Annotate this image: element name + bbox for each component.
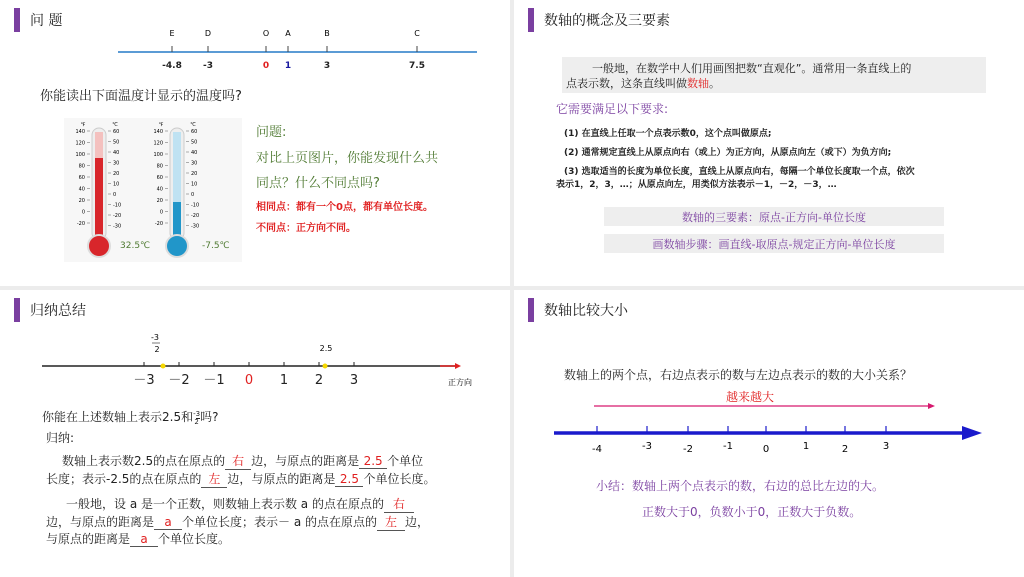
axis-number-label: -4.8 [162, 61, 182, 71]
scale-f-label: 140 [75, 129, 85, 135]
axis-tick-label: 0 [244, 373, 254, 388]
axis-letter-d: D [204, 29, 212, 38]
question-fraction: -3 2 [193, 409, 201, 426]
scale-c-label: 10 [113, 181, 120, 188]
scale-c-label: 30 [191, 160, 198, 167]
scale-f-label: -20 [154, 221, 163, 227]
scale-f-label: 120 [75, 140, 85, 147]
slide-title: 问 题 [30, 13, 63, 29]
axis-number-label: 3 [323, 61, 331, 71]
answer-distance-a: a [154, 515, 182, 530]
axis-tick-label: 3 [882, 441, 890, 452]
temp-reading-left: 32.5℃ [120, 241, 151, 251]
scale-c-label: 0 [113, 192, 117, 198]
scale-f-label: 0 [159, 209, 163, 216]
title-accent-bar [14, 298, 20, 322]
requirement-1: (1) 在直线上任取一个点表示数0，这个点叫做原点; [564, 129, 772, 139]
slide-title: 数轴比较大小 [544, 303, 628, 319]
point-2.5 [323, 364, 328, 369]
answer-right-2: 右 [384, 495, 414, 513]
slide-problem [0, 0, 510, 286]
scale-f-label: 120 [153, 140, 163, 147]
axis-letter-c: C [414, 29, 420, 38]
prompt-line-1: 对比上页图片，你能发现什么共 [256, 151, 439, 166]
scale-f-label: -20 [76, 221, 85, 227]
answer-left-1: 左 [201, 470, 227, 488]
mark-25-label: 2.5 [319, 344, 333, 353]
frac-label-top: -3 [151, 333, 159, 342]
answer-distance-1: 2.5 [359, 454, 387, 469]
scale-c-label: -10 [113, 202, 122, 209]
scale-c-label: 50 [191, 139, 198, 146]
compare-question: 数轴上的两个点，右边点表示的数与左边点表示的数的大小关系？ [564, 368, 913, 382]
axis-tick-label: -2 [683, 444, 693, 455]
scale-f-label: 80 [78, 163, 85, 170]
slide-compare [514, 290, 1024, 577]
diff-point-text: 不同点：正方向不同。 [256, 223, 356, 234]
axis-number-label: -3 [203, 61, 213, 71]
scale-c-label: -20 [113, 213, 122, 219]
scale-c-label: 40 [113, 150, 120, 156]
scale-f-label: 100 [153, 152, 163, 158]
requirement-3a: (3) 选取适当的长度为单位长度，直线上从原点向右，每隔一个单位长度取一个点，依次 [564, 167, 915, 177]
unit-c-label: ℃ [112, 122, 118, 128]
point-neg-1.5 [161, 364, 166, 369]
same-point-text: 相同点：都有一个0点，都有单位长度。 [256, 202, 433, 213]
scale-c-label: 10 [191, 181, 198, 188]
axis-tick-label: 3 [349, 373, 359, 388]
axis-tick-label: 1 [279, 373, 289, 388]
axis-arrowhead [962, 426, 982, 440]
axis-tick-label: -1 [723, 441, 733, 452]
summary-line-3: 一般地，设 a 是一个正数，则数轴上表示数 a 的点在原点的 右 [66, 495, 414, 513]
scale-c-label: -10 [191, 202, 200, 209]
requirements-title: 它需要满足以下要求: [556, 102, 669, 116]
compare-number-axis [550, 398, 990, 458]
answer-distance-2: 2.5 [335, 472, 363, 487]
axis-tick-label: －3 [133, 373, 155, 388]
scale-f-label: 40 [78, 186, 85, 193]
answer-right-1: 右 [225, 452, 251, 470]
summary-line-4: 边，与原点的距离是 a 个单位长度；表示－ a 的点在原点的 左 边， [46, 515, 430, 529]
requirement-3b: 表示1，2，3，…；从原点向左，用类似方法表示－1，－2，－3，… [556, 180, 837, 190]
requirement-2: (2) 通常规定直线上从原点向右（或上）为正方向，从原点向左（或下）为负方向; [564, 148, 892, 158]
scale-c-label: -20 [191, 213, 200, 219]
increase-arrowhead [928, 403, 935, 409]
axis-tick-label: -3 [642, 441, 652, 452]
scale-c-label: -30 [191, 223, 200, 230]
frac-label-bottom: 2 [154, 345, 160, 354]
slide-concept [514, 0, 1024, 286]
scale-c-label: 40 [191, 150, 198, 156]
title-accent-bar [528, 298, 534, 322]
prompt-title: 问题: [256, 125, 287, 140]
summary-line-1: 数轴上表示数2.5的点在原点的 右 边，与原点的距离是 2.5 个单位 [62, 454, 424, 468]
intro-text: 点表示数，这条直线叫做 [566, 77, 687, 90]
number-axis-example [115, 22, 485, 74]
title-accent-bar [528, 8, 534, 32]
scale-f-label: 100 [75, 152, 85, 158]
scale-c-label: 60 [113, 129, 120, 135]
axis-number-label: 7.5 [409, 61, 425, 71]
axis-number-label: 0 [262, 61, 270, 71]
scale-c-label: 20 [191, 171, 198, 177]
unit-c-label: ℃ [190, 122, 196, 128]
scale-f-label: 80 [156, 163, 163, 170]
axis-tick-label: 2 [314, 373, 324, 388]
temp-reading-right: -7.5℃ [202, 241, 230, 251]
intro-end: 。 [709, 77, 720, 90]
summary-line-5: 与原点的距离是 a 个单位长度。 [46, 532, 231, 546]
scale-c-label: 30 [113, 160, 120, 167]
drawing-steps: 画数轴步骤：画直线-取原点-规定正方向-单位长度 [652, 238, 896, 251]
slide-title: 数轴的概念及三要素 [544, 13, 670, 29]
intro-line-1: 一般地，在数学中人们用画图把数“直观化”。通常用一条直线上的 [592, 62, 912, 75]
unit-f-label: ℉ [80, 122, 86, 128]
axis-tick-label: －1 [203, 373, 225, 388]
axis-tick-label: －2 [168, 373, 190, 388]
summary-label: 归纳: [46, 431, 75, 445]
scale-c-label: 50 [113, 139, 120, 146]
axis-tick-label: 1 [802, 441, 810, 452]
scale-f-label: 140 [153, 129, 163, 135]
scale-f-label: 20 [78, 198, 85, 204]
axis-tick-label: 0 [762, 444, 770, 455]
summary-question [42, 408, 218, 426]
axis-letter-b: B [324, 29, 330, 38]
answer-distance-a2: a [130, 532, 158, 547]
scale-f-label: 0 [81, 209, 85, 216]
scale-f-label: 20 [156, 198, 163, 204]
conclusion-1: 小结：数轴上两个点表示的数，右边的总比左边的大。 [596, 479, 885, 493]
axis-tick-label: 2 [841, 444, 849, 455]
scale-c-label: 20 [113, 171, 120, 177]
summary-line-2: 长度；表示-2.5的点在原点的 左 边，与原点的距离是 2.5 个单位长度。 [46, 472, 436, 486]
thermometers-image [64, 118, 242, 262]
unit-f-label: ℉ [158, 122, 164, 128]
conclusion-2: 正数大于0，负数小于0，正数大于负数。 [642, 505, 862, 519]
axis-tick-label: -4 [592, 444, 602, 455]
question-part-b: 吗? [200, 410, 219, 424]
answer-left-2: 左 [377, 513, 405, 531]
scale-c-label: -30 [113, 223, 122, 230]
thermometer-left [75, 122, 121, 257]
axis-letter-e: E [169, 29, 175, 38]
slide-summary [0, 290, 510, 577]
thermometer-right [153, 122, 199, 257]
summary-number-axis [40, 326, 480, 396]
three-elements: 数轴的三要素：原点-正方向-单位长度 [682, 211, 866, 224]
scale-c-label: 60 [191, 129, 198, 135]
scale-f-label: 60 [156, 175, 163, 181]
bigger-label: 越来越大 [726, 390, 775, 404]
axis-letter-o: O [262, 29, 270, 38]
prompt-line-2: 同点？什么不同点吗? [256, 176, 380, 191]
slide-title: 归纳总结 [30, 303, 86, 319]
title-accent-bar [14, 8, 20, 32]
intro-line-2 [566, 75, 720, 91]
scale-c-label: 0 [191, 192, 195, 198]
question-part-a: 你能在上述数轴上表示2.5和 [42, 410, 194, 424]
axis-letter-a: A [285, 29, 291, 38]
scale-f-label: 60 [78, 175, 85, 181]
intro-keyword: 数轴 [687, 77, 709, 90]
direction-label: 正方向 [448, 378, 472, 387]
scale-f-label: 40 [156, 186, 163, 193]
axis-number-label: 1 [284, 61, 292, 71]
question-text: 你能读出下面温度计显示的温度吗? [40, 89, 242, 104]
